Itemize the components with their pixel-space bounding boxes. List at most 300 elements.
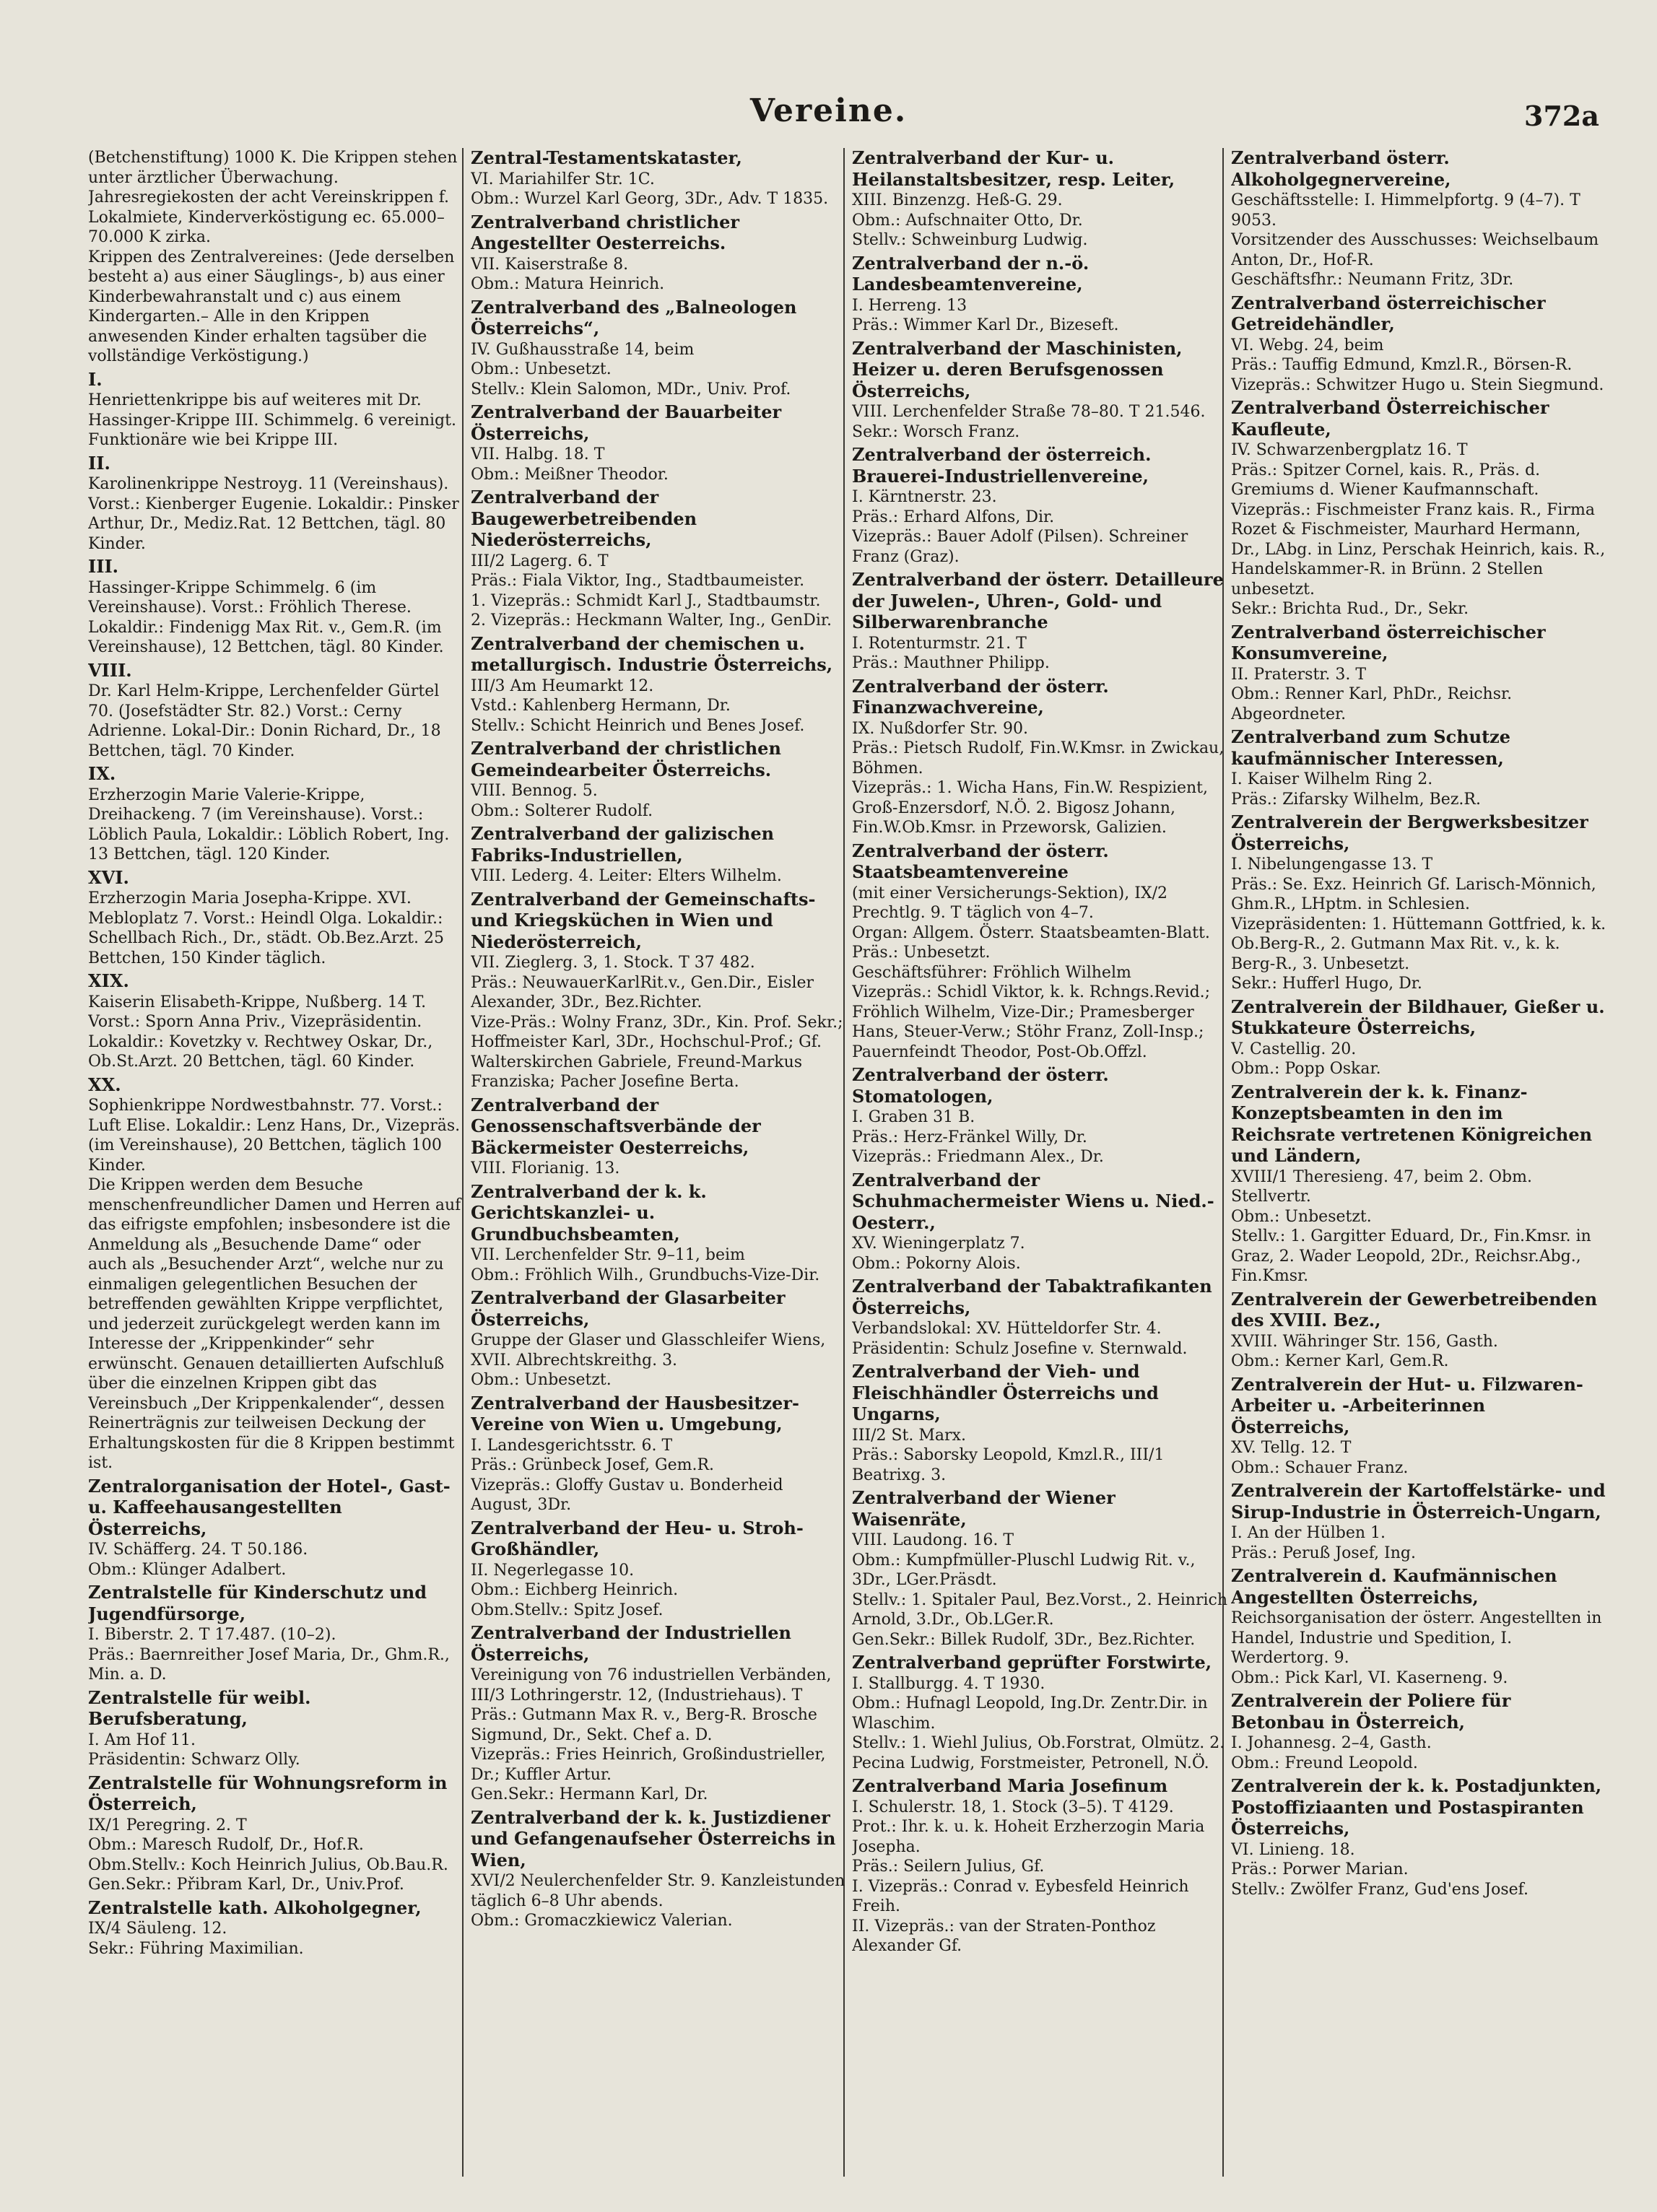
entry-name: II. xyxy=(88,452,110,474)
directory-entry xyxy=(88,1688,464,1770)
entry-name: Zentralverband der österr. Finanzwachvereine, xyxy=(852,675,1109,718)
entry-line: Obm.: Meißner Theodor. xyxy=(471,465,669,484)
entry-details xyxy=(471,1331,846,1390)
directory-entry xyxy=(852,148,1227,251)
entry-details xyxy=(1231,1608,1606,1688)
entry-name: Zentralverband Maria Josefinum xyxy=(852,1775,1168,1796)
entry-line: Obm.: Kerner Karl, Gem.R. xyxy=(1231,1352,1449,1370)
directory-entry xyxy=(88,1582,464,1685)
entry-details xyxy=(852,1530,1227,1650)
directory-entry xyxy=(852,1488,1227,1650)
entry-details xyxy=(852,1426,1227,1486)
entry-details xyxy=(88,1625,464,1685)
entry-name: Zentralverband der Schuhmachermeister Wiens u. Nied.-Oesterr., xyxy=(852,1169,1214,1233)
directory-entry xyxy=(471,824,846,887)
entry-line: I. Graben 31 B. xyxy=(852,1108,975,1126)
entry-line: Stellv.: 1. Gargitter Eduard, Dr., Fin.Kmsr. in Graz, 2. Wader Leopold, 2Dr., Reichsr.Abg., Fin.Kmsr. xyxy=(1231,1227,1591,1285)
entry-name: Zentralverband der chemischen u. metallurgisch. Industrie Österreichs, xyxy=(471,632,833,675)
entry-line: Obm.Stellv.: Spitz Josef. xyxy=(471,1601,664,1619)
directory-entry xyxy=(852,445,1227,567)
entry-line: Vorsitzender des Ausschusses: Weichselbaum Anton, Dr., Hof-R. xyxy=(1231,231,1599,269)
entry-name: Zentralverband zum Schutze kaufmännischer Interessen, xyxy=(1231,726,1511,769)
entry-line: Präs.: Zifarsky Wilhelm, Bez.R. xyxy=(1231,790,1481,809)
entry-name: Zentralverband der Wiener Waisenräte, xyxy=(852,1487,1115,1530)
entry-name: Zentralverband Österreichischer Kaufleute, xyxy=(1231,397,1549,440)
entry-details xyxy=(471,953,846,1092)
entry-line: Prot.: Ihr. k. u. k. Hoheit Erzherzogin Maria Josepha. xyxy=(852,1818,1205,1856)
entry-line: Präs.: Se. Exz. Heinrich Gf. Larisch-Mönnich, Ghm.R., LHptm. in Schlesien. xyxy=(1231,875,1596,913)
entry-line: I. Johannesg. 2–4, Gasth. xyxy=(1231,1734,1432,1752)
directory-entry xyxy=(1231,398,1606,619)
entry-name: Zentralverein der Bergwerksbesitzer Österreichs, xyxy=(1231,811,1588,854)
entry-name: I. xyxy=(88,368,103,390)
entry-name: XIX. xyxy=(88,970,129,991)
entry-line: Geschäftsführer: Fröhlich Wilhelm xyxy=(852,963,1131,982)
entry-name: Zentralverein der k. k. Postadjunkten, Postoffiziaanten und Postaspiranten Österreichs, xyxy=(1231,1775,1602,1839)
directory-entry xyxy=(471,1623,846,1805)
entry-details xyxy=(88,785,464,865)
directory-entry xyxy=(1231,1776,1606,1899)
entry-line: Stellv.: 1. Wiehl Julius, Ob.Forstrat, Olmütz. 2. Pecina Ludwig, Forstmeister, Petronell, N.Ö. xyxy=(852,1734,1225,1772)
directory-entry xyxy=(1231,1691,1606,1773)
directory-entry xyxy=(852,253,1227,336)
entry-line: Obm.: Pick Karl, VI. Kaserneng. 9. xyxy=(1231,1668,1508,1687)
directory-entry xyxy=(88,370,464,450)
page-number: 372a xyxy=(1524,100,1599,132)
directory-entry xyxy=(1231,148,1606,290)
directory-entry xyxy=(852,339,1227,443)
entry-name: Zentralverband der Heu- u. Stroh-Großhändler, xyxy=(471,1517,804,1559)
entry-details xyxy=(852,884,1227,1063)
entry-line: Stellv.: Klein Salomon, MDr., Univ. Prof. xyxy=(471,380,791,399)
entry-line: Reichsorganisation der österr. Angestellten in Handel, Industrie und Spedition, I. Werdertorg. 9. xyxy=(1231,1609,1602,1667)
directory-entry xyxy=(1231,727,1606,809)
entry-name: Zentralverband der österr. Stomatologen, xyxy=(852,1064,1109,1107)
entry-line: Vizepräs.: Schwitzer Hugo u. Stein Siegmund. xyxy=(1231,375,1604,394)
entry-line: Gen.Sekr.: Hermann Karl, Dr. xyxy=(471,1785,708,1803)
text-column-1 xyxy=(88,148,464,2184)
entry-name: Zentralverein der k. k. Finanz-Konzeptsbeamten in den im Reichsrate vertretenen Königreichen und Ländern, xyxy=(1231,1081,1593,1166)
entry-line: Präsidentin: Schulz Josefine v. Sternwald. xyxy=(852,1339,1188,1358)
directory-entry xyxy=(471,889,846,1092)
entry-details xyxy=(852,487,1227,567)
entry-line: Erzherzogin Marie Valerie-Krippe, Dreihackeng. 7 (im Vereinshause). Vorst.: Löblich Paula, Lokaldir.: Löblich Robert, Ing. 13 Bettchen, tägl. 120 Kinder. xyxy=(88,785,450,863)
directory-entry xyxy=(471,297,846,400)
entry-line: Obm.: Aufschnaiter Otto, Dr. xyxy=(852,211,1083,230)
entry-details xyxy=(88,1540,464,1580)
entry-details xyxy=(471,1871,846,1931)
entry-details xyxy=(1231,440,1606,619)
entry-details xyxy=(852,191,1227,251)
entry-name: Zentralverein der Gewerbetreibenden des XVIII. Bez., xyxy=(1231,1288,1598,1331)
entry-name: Zentralverein der Bildhauer, Gießer u. Stukkateure Österreichs, xyxy=(1231,996,1605,1038)
entry-details xyxy=(88,148,464,367)
entry-line: Präsidentin: Schwarz Olly. xyxy=(88,1751,300,1769)
entry-name: Zentralstelle für weibl. Berufsberatung, xyxy=(88,1686,311,1729)
entry-details xyxy=(471,255,846,295)
entry-name: Zentralverband österreichischer Getreidehändler, xyxy=(1231,292,1546,334)
directory-entry xyxy=(88,1476,464,1580)
entry-line: Obm.: Freund Leopold. xyxy=(1231,1754,1418,1772)
entry-name: Zentralverband der Maschinisten, Heizer u. deren Berufsgenossen Österreichs, xyxy=(852,337,1183,401)
entry-details xyxy=(1231,1840,1606,1900)
entry-details xyxy=(471,1245,846,1285)
entry-line: Vizepräs.: Fries Heinrich, Großindustrieller, Dr.; Kuffler Artur. xyxy=(471,1746,826,1784)
entry-name: XX. xyxy=(88,1074,121,1095)
entry-details xyxy=(471,1436,846,1515)
entry-line: IX/1 Peregring. 2. T xyxy=(88,1816,247,1834)
entry-line: Präs.: Grünbeck Josef, Gem.R. xyxy=(471,1456,715,1474)
entry-line: II. Vizepräs.: van der Straten-Ponthoz Alexander Gf. xyxy=(852,1917,1156,1955)
entry-line: IV. Gußhausstraße 14, beim xyxy=(471,340,695,359)
directory-entry xyxy=(852,841,1227,1063)
directory-entry xyxy=(88,971,464,1072)
directory-entry xyxy=(88,1898,464,1959)
entry-line: Präs.: Wimmer Karl Dr., Bizeseft. xyxy=(852,316,1119,334)
entry-line: VII. Zieglerg. 3, 1. Stock. T 37 482. xyxy=(471,954,755,972)
entry-line: Hassinger-Krippe Schimmelg. 6 (im Vereinshause). Vorst.: Fröhlich Therese. Lokaldir.: Findenigg Max Rit. v., Gem.R. (im Vereinshause), 12 Bettchen, tägl. 80 Kinder. xyxy=(88,578,444,656)
entry-details xyxy=(88,1919,464,1959)
entry-name: Zentralverband österreichischer Konsumvereine, xyxy=(1231,621,1546,663)
entry-line: Obm.: Maresch Rudolf, Dr., Hof.R. xyxy=(88,1836,364,1854)
entry-line: Obm.: Kumpfmüller-Pluschl Ludwig Rit. v., 3Dr., LGer.Präsdt. xyxy=(852,1551,1196,1589)
entry-line: III/2 St. Marx. xyxy=(852,1426,966,1445)
entry-details xyxy=(1231,1733,1606,1773)
directory-entry xyxy=(471,1288,846,1390)
entry-line: VIII. Laudong. 16. T xyxy=(852,1531,1014,1549)
entry-line: Krippen des Zentralvereines: (Jede derselben besteht a) aus einer Säuglings-, b) aus einer Kinderbewahranstalt und c) aus einem Kindergarten.– Alle in den Krippen anwesenden Kinder erhalten tagsüber die vollständige Verköstigung.) xyxy=(88,248,455,365)
directory-entry xyxy=(471,634,846,736)
entry-line: I. Kaiser Wilhelm Ring 2. xyxy=(1231,770,1433,788)
entry-name: Zentralverband der österr. Detailleure der Juwelen-, Uhren-, Gold- und Silberwarenbranche xyxy=(852,569,1224,632)
entry-line: Geschäftsstelle: I. Himmelpfortg. 9 (4–7). T 9053. xyxy=(1231,191,1580,230)
entry-details xyxy=(1231,1332,1606,1372)
entry-details xyxy=(1231,665,1606,725)
entry-details xyxy=(471,1561,846,1621)
entry-line: Obm.: Pokorny Alois. xyxy=(852,1254,1021,1273)
entry-line: VI. Mariahilfer Str. 1C. xyxy=(471,170,655,188)
entry-line: VI. Linieng. 18. xyxy=(1231,1840,1355,1859)
entry-details xyxy=(852,1107,1227,1167)
text-column-3 xyxy=(852,148,1227,2184)
entry-line: Obm.: Wurzel Karl Georg, 3Dr., Adv. T 1835. xyxy=(471,190,829,208)
entry-details xyxy=(471,676,846,736)
entry-line: III/2 Lagerg. 6. T xyxy=(471,552,609,570)
directory-entry xyxy=(471,1182,846,1286)
directory-entry xyxy=(852,1276,1227,1359)
entry-line: Sekr.: Worsch Franz. xyxy=(852,422,1020,441)
directory-entry xyxy=(471,1808,846,1931)
directory-entry xyxy=(1231,1082,1606,1286)
entry-line: Präs.: Porwer Marian. xyxy=(1231,1860,1409,1878)
entry-line: Obm.: Unbesetzt. xyxy=(1231,1207,1372,1226)
entry-name: Zentralverein der Poliere für Betonbau in Österreich, xyxy=(1231,1690,1511,1733)
entry-details xyxy=(1231,770,1606,809)
directory-entry xyxy=(88,868,464,969)
entry-name: Zentralverband der Gemeinschafts- und Kriegsküchen in Wien und Niederösterreich, xyxy=(471,888,816,952)
directory-entry xyxy=(1231,1566,1606,1688)
entry-line: Obm.: Fröhlich Wilh., Grundbuchs-Vize-Dir. xyxy=(471,1266,820,1284)
entry-line: Obm.: Klünger Adalbert. xyxy=(88,1560,287,1579)
entry-name: Zentralverband geprüfter Forstwirte, xyxy=(852,1652,1212,1673)
entry-line: Vizepräs.: Schidl Viktor, k. k. Rchngs.Revid.; Fröhlich Wilhelm, Vize-Dir.; Pramesberger Hans, Steuer-Verw.; Stöhr Franz, Zoll-Insp.; Pauernfeindt Theodor, Post-Ob.Offzl. xyxy=(852,983,1211,1061)
entry-line: Stellv.: 1. Spitaler Paul, Bez.Vorst., 2. Heinrich Arnold, 3.Dr., Ob.LGer.R. xyxy=(852,1590,1227,1629)
entry-name: Zentralverein d. Kaufmännischen Angestellten Österreichs, xyxy=(1231,1565,1557,1608)
entry-line: IV. Schwarzenbergplatz 16. T xyxy=(1231,441,1468,459)
entry-details xyxy=(1231,336,1606,396)
entry-line: VII. Halbg. 18. T xyxy=(471,445,605,463)
entry-line: Vizepräs.: Friedmann Alex., Dr. xyxy=(852,1148,1104,1166)
page-title: Vereine. xyxy=(749,92,908,129)
entry-details xyxy=(471,1665,846,1805)
entry-line: 2. Vizepräs.: Heckmann Walter, Ing., GenDir. xyxy=(471,611,832,630)
entry-line: I. Stallburgg. 4. T 1930. xyxy=(852,1674,1045,1693)
directory-entry xyxy=(852,1170,1227,1274)
entry-line: Sekr.: Hufferl Hugo, Dr. xyxy=(1231,975,1422,993)
entry-details xyxy=(88,391,464,450)
entry-details xyxy=(471,340,846,400)
entry-details xyxy=(88,993,464,1072)
directory-entry xyxy=(1231,293,1606,396)
entry-details xyxy=(88,474,464,554)
directory-entry xyxy=(471,1393,846,1515)
entry-line: Vizepräsidenten: 1. Hüttemann Gottfried, k. k. Ob.Berg-R., 2. Gutmann Max Rit. v., k. k. Berg-R., 3. Unbesetzt. xyxy=(1231,915,1606,973)
entry-name: Zentralverband der christlichen Gemeindearbeiter Österreichs. xyxy=(471,738,781,780)
directory-entry xyxy=(88,557,464,658)
entry-line: Dr. Karl Helm-Krippe, Lerchenfelder Gürtel 70. (Josefstädter Str. 82.) Vorst.: Cerny Adrienne. Lokal-Dir.: Donin Richard, Dr., 18 Bettchen, tägl. 70 Kinder. xyxy=(88,682,441,760)
entry-line: IX/4 Säuleng. 12. xyxy=(88,1920,227,1938)
entry-details xyxy=(852,719,1227,838)
entry-name: Zentralstelle für Wohnungsreform in Österreich, xyxy=(88,1772,448,1814)
entry-line: Vize-Präs.: Wolny Franz, 3Dr., Kin. Prof. Sekr.; Hoffmeister Karl, 3Dr., Hochschul-Prof.; Gf. Walterskirchen Gabriele, Freund-Markus Franziska; Pacher Josefine Berta. xyxy=(471,1013,843,1091)
entry-name: Zentralstelle für Kinderschutz und Jugendfürsorge, xyxy=(88,1582,427,1624)
entry-details xyxy=(852,634,1227,674)
entry-line: IV. Schäfferg. 24. T 50.186. xyxy=(88,1541,308,1559)
entry-name: Zentralverband der Kur- u. Heilanstaltsbesitzer, resp. Leiter, xyxy=(852,148,1175,190)
entry-name: Zentralverband der k. k. Justizdiener und Gefangenaufseher Österreichs in Wien, xyxy=(471,1806,836,1871)
entry-details xyxy=(1231,855,1606,994)
entry-line: IX. Nußdorfer Str. 90. xyxy=(852,719,1028,738)
entry-line: Sophienkrippe Nordwestbahnstr. 77. Vorst.: Luft Elise. Lokaldir.: Lenz Hans, Dr., Vizepräs. (im Vereinshause), 20 Bettchen, täglich 100 Kinder. xyxy=(88,1097,461,1175)
entry-line: XVIII. Währinger Str. 156, Gasth. xyxy=(1231,1332,1498,1351)
entry-name: Zentralverband der österreich. Brauerei-Industriellenvereine, xyxy=(852,444,1152,487)
entry-line: VIII. Bennog. 5. xyxy=(471,782,598,800)
text-column-4 xyxy=(1231,148,1606,2184)
entry-line: VIII. Lerchenfelder Straße 78–80. T 21.546. xyxy=(852,403,1206,421)
entry-line: VI. Webg. 24, beim xyxy=(1231,336,1384,354)
entry-line: Präs.: Spitzer Cornel, kais. R., Präs. d. Gremiums d. Wiener Kaufmannschaft. xyxy=(1231,461,1541,499)
entry-line: Stellv.: Schweinburg Ludwig. xyxy=(852,231,1088,249)
entry-line: Karolinenkrippe Nestroyg. 11 (Vereinshaus). Vorst.: Kienberger Eugenie. Lokaldir.: Pinsker Arthur, Dr., Mediz.Rat. 12 Bettchen, tägl. 80 Kinder. xyxy=(88,475,459,553)
entry-line: XV. Tellg. 12. T xyxy=(1231,1439,1352,1457)
entry-details xyxy=(471,781,846,821)
entry-name: XVI. xyxy=(88,866,129,888)
entry-details xyxy=(1231,1040,1606,1079)
directory-entry xyxy=(852,1065,1227,1167)
entry-line: Präs.: Seilern Julius, Gf. xyxy=(852,1858,1045,1876)
entry-line: Präs.: Gutmann Max R. v., Berg-R. Brosche Sigmund, Dr., Sekt. Chef a. D. xyxy=(471,1706,817,1744)
entry-name: Zentralverband der Baugewerbetreibenden Niederösterreichs, xyxy=(471,487,697,550)
entry-line: Vizepräs.: Fischmeister Franz kais. R., Firma Rozet & Fischmeister, Maurhard Hermann, Dr., LAbg. in Linz, Perschak Heinrich, kais. R., Handelskammer-R. in Brünn. 2 Stellen unbesetzt. xyxy=(1231,500,1606,598)
entry-name: Zentralstelle kath. Alkoholgegner, xyxy=(88,1897,422,1918)
entry-name: Zentralverein der Hut- u. Filzwaren-Arbeiter u. -Arbeiterinnen Österreichs, xyxy=(1231,1373,1583,1437)
directory-entry xyxy=(88,1075,464,1473)
entry-line: II. Negerlegasse 10. xyxy=(471,1561,635,1580)
directory-entry xyxy=(471,148,846,209)
entry-name: Zentralverband der n.-ö. Landesbeamtenvereine, xyxy=(852,252,1090,295)
entry-line: Die Krippen werden dem Besuche menschenfreundlicher Damen und Herren auf das eifrigste empfohlen; insbesondere ist die Anmeldung als „Besuchende Dame“ oder auch als „Besuchender Arzt“, welche nur zu einmaligen gelegentlichen Besuchen der betreffenden gewählten Krippe verpflichtet, und jederzeit zurückgelegt werden kann im Interesse der „Krippenkinder“ sehr erwünscht. Genauen detaillierten Aufschluß über die einzelnen Krippen gibt das Vereinsbuch „Der Krippenkalender“, dessen Reinerträgnis zur teilweisen Deckung der Erhaltungskosten für die 8 Krippen bestimmt ist. xyxy=(88,1176,461,1472)
entry-line: Präs.: Baernreither Josef Maria, Dr., Ghm.R., Min. a. D. xyxy=(88,1645,450,1684)
entry-line: Erzherzogin Maria Josepha-Krippe. XVI. Mebloplatz 7. Vorst.: Heindl Olga. Lokaldir.: Schellbach Rich., Dr., städt. Ob.Bez.Arzt. 25 Bettchen, 150 Kinder täglich. xyxy=(88,889,444,967)
entry-line: I. Biberstr. 2. T 17.487. (10–2). xyxy=(88,1626,336,1644)
entry-details xyxy=(1231,191,1606,290)
directory-entry xyxy=(88,764,464,865)
entry-line: VIII. Florianig. 13. xyxy=(471,1159,620,1177)
entry-name: Zentralverband der Glasarbeiter Österreichs, xyxy=(471,1287,786,1330)
entry-line: Stellv.: Schicht Heinrich und Benes Josef. xyxy=(471,716,805,735)
directory-entry xyxy=(471,1518,846,1621)
directory-entry xyxy=(1231,1481,1606,1563)
entry-details xyxy=(88,578,464,658)
entry-line: Gen.Sekr.: Billek Rudolf, 3Dr., Bez.Richter. xyxy=(852,1630,1196,1649)
entry-line: (mit einer Versicherungs-Sektion), IX/2 Prechtlg. 9. T täglich von 4–7. xyxy=(852,884,1168,922)
entry-name: Zentralverband österr. Alkoholgegnervereine, xyxy=(1231,148,1451,190)
directory-entry xyxy=(471,487,846,631)
directory-entry xyxy=(471,212,846,295)
entry-line: Gruppe der Glaser und Glasschleifer Wiens, XVII. Albrechtskreithg. 3. xyxy=(471,1331,826,1370)
directory-entry xyxy=(88,1773,464,1895)
entry-details xyxy=(471,445,846,484)
entry-line: Präs.: Fiala Viktor, Ing., Stadtbaumeister. xyxy=(471,572,805,590)
entry-name: Zentralverband der galizischen Fabriks-Industriellen, xyxy=(471,823,775,866)
entry-line: Präs.: Peruß Josef, Ing. xyxy=(1231,1543,1416,1562)
entry-details xyxy=(852,1319,1227,1359)
entry-line: 1. Vizepräs.: Schmidt Karl J., Stadtbaumstr. xyxy=(471,591,821,610)
entry-name: Zentral-Testamentskataster, xyxy=(471,148,742,168)
directory-entry xyxy=(471,402,846,484)
entry-line: VII. Lerchenfelder Str. 9–11, beim xyxy=(471,1246,745,1264)
entry-details xyxy=(88,889,464,968)
entry-line: Präs.: Tauffig Edmund, Kmzl.R., Börsen-R. xyxy=(1231,356,1573,374)
entry-line: Vizepräs.: Bauer Adolf (Pilsen). Schreiner Franz (Graz). xyxy=(852,528,1188,566)
entry-name: Zentralverband der Hausbesitzer-Vereine von Wien u. Umgebung, xyxy=(471,1392,799,1434)
entry-details xyxy=(88,1096,464,1473)
entry-line: XV. Wieningerplatz 7. xyxy=(852,1235,1025,1253)
entry-details xyxy=(852,402,1227,442)
entry-name: III. xyxy=(88,556,119,577)
entry-line: Geschäftsfhr.: Neumann Fritz, 3Dr. xyxy=(1231,271,1514,289)
entry-details xyxy=(471,552,846,631)
entry-details xyxy=(852,1234,1227,1273)
entry-line: Vizepräs.: Gloffy Gustav u. Bonderheid August, 3Dr. xyxy=(471,1476,783,1514)
entry-line: Obm.: Gromaczkiewicz Valerian. xyxy=(471,1912,733,1930)
entry-line: (Betchenstiftung) 1000 K. Die Krippen stehen unter ärztlicher Überwachung. Jahresregiekosten der acht Vereinskrippen f. Lokalmiete, Kinderverköstigung ec. 65.000–70.000 K zirka. xyxy=(88,149,458,246)
entry-name: Zentralverband der Industriellen Österreichs, xyxy=(471,1622,791,1665)
entry-line: Obm.: Schauer Franz. xyxy=(1231,1458,1409,1477)
directory-entry xyxy=(852,676,1227,838)
entry-line: III/3 Am Heumarkt 12. xyxy=(471,676,654,695)
entry-line: Organ: Allgem. Österr. Staatsbeamten-Blatt. xyxy=(852,923,1210,942)
entry-line: Verbandslokal: XV. Hütteldorfer Str. 4. xyxy=(852,1320,1162,1338)
entry-line: I. Am Hof 11. xyxy=(88,1730,196,1749)
entry-name: Zentralverband der österr. Staatsbeamtenvereine xyxy=(852,840,1109,882)
directory-entry xyxy=(1231,1375,1606,1479)
directory-entry xyxy=(88,148,464,367)
entry-details xyxy=(471,1159,846,1179)
entry-details xyxy=(852,1798,1227,1956)
entry-line: Obm.Stellv.: Koch Heinrich Julius, Ob.Bau.R. xyxy=(88,1855,448,1874)
entry-line: Sekr.: Führing Maximilian. xyxy=(88,1939,304,1958)
entry-name: Zentralorganisation der Hotel-, Gast- u. Kaffeehausangestellten Österreichs, xyxy=(88,1475,451,1539)
entry-line: Obm.: Renner Karl, PhDr., Reichsr. Abgeordneter. xyxy=(1231,685,1513,723)
entry-name: Zentralverband christlicher Angestellter Oesterreichs. xyxy=(471,211,740,253)
entry-name: Zentralverband der Tabaktrafikanten Österreichs, xyxy=(852,1276,1212,1318)
entry-line: Vizepräs.: 1. Wicha Hans, Fin.W. Respizient, Groß-Enzersdorf, N.Ö. 2. Bigosz Johann, Fin.W.Ob.Kmsr. in Przeworsk, Galizien. xyxy=(852,779,1209,837)
entry-details xyxy=(1231,1523,1606,1563)
directory-entry xyxy=(1231,1289,1606,1372)
entry-line: XVI/2 Neulerchenfelder Str. 9. Kanzleistunden täglich 6–8 Uhr abends. xyxy=(471,1872,845,1910)
directory-entry xyxy=(1231,812,1606,994)
entry-line: XIII. Binzenzg. Heß-G. 29. xyxy=(852,191,1063,209)
directory-entry xyxy=(852,1362,1227,1485)
entry-name: Zentralverband des „Balneologen Österreichs“, xyxy=(471,296,797,339)
entry-line: I. Rotenturmstr. 21. T xyxy=(852,634,1027,653)
directory-entry xyxy=(88,453,464,554)
entry-line: Obm.: Hufnagl Leopold, Ing.Dr. Zentr.Dir. in Wlaschim. xyxy=(852,1694,1208,1733)
entry-name: Zentralverband der Vieh- und Fleischhändler Österreichs und Ungarns, xyxy=(852,1361,1159,1424)
entry-line: Sekr.: Brichta Rud., Dr., Sekr. xyxy=(1231,600,1469,618)
entry-details xyxy=(471,170,846,209)
entry-line: Obm.: Popp Oskar. xyxy=(1231,1060,1381,1078)
entry-line: Präs.: Herz-Fränkel Willy, Dr. xyxy=(852,1128,1087,1146)
entry-line: Obm.: Unbesetzt. xyxy=(471,1371,612,1389)
entry-line: Stellv.: Zwölfer Franz, Gud'ens Josef. xyxy=(1231,1880,1529,1899)
directory-entry xyxy=(852,1653,1227,1773)
entry-line: Kaiserin Elisabeth-Krippe, Nußberg. 14 T. Vorst.: Sporn Anna Priv., Vizepräsidentin. Lokaldir.: Kovetzky v. Rechtwey Oskar, Dr., Ob.St.Arzt. 20 Bettchen, tägl. 60 Kinder. xyxy=(88,993,433,1071)
entry-line: I. Kärntnerstr. 23. xyxy=(852,488,997,506)
entry-line: I. Vizepräs.: Conrad v. Eybesfeld Heinrich Freih. xyxy=(852,1877,1189,1915)
entry-details xyxy=(1231,1438,1606,1478)
entry-details xyxy=(1231,1167,1606,1286)
directory-entry xyxy=(1231,997,1606,1079)
entry-line: II. Praterstr. 3. T xyxy=(1231,665,1367,684)
directory-entry xyxy=(471,1095,846,1179)
entry-name: Zentralverein der Kartoffelstärke- und Sirup-Industrie in Österreich-Ungarn, xyxy=(1231,1480,1606,1523)
entry-line: Vstd.: Kahlenberg Hermann, Dr. xyxy=(471,697,731,715)
entry-line: Präs.: NeuwauerKarlRit.v., Gen.Dir., Eisler Alexander, 3Dr., Bez.Richter. xyxy=(471,973,814,1011)
entry-name: VIII. xyxy=(88,659,132,681)
entry-line: Vereinigung von 76 industriellen Verbänden, III/3 Lothringerstr. 12, (Industriehaus). T xyxy=(471,1666,832,1704)
entry-line: XVIII/1 Theresieng. 47, beim 2. Obm. Stellvertr. xyxy=(1231,1167,1532,1206)
entry-line: Präs.: Pietsch Rudolf, Fin.W.Kmsr. in Zwickau, Böhmen. xyxy=(852,739,1225,778)
entry-line: I. Schulerstr. 18, 1. Stock (3–5). T 4129. xyxy=(852,1798,1174,1816)
directory-entry xyxy=(852,1776,1227,1956)
entry-line: I. Nibelungengasse 13. T xyxy=(1231,855,1433,874)
entry-details xyxy=(88,1730,464,1770)
entry-line: Präs.: Unbesetzt. xyxy=(852,944,991,962)
entry-line: I. Landesgerichtsstr. 6. T xyxy=(471,1436,673,1455)
entry-line: Obm.: Unbesetzt. xyxy=(471,360,612,378)
entry-details xyxy=(88,1816,464,1895)
entry-name: Zentralverband der Genossenschaftsverbände der Bäckermeister Oesterreichs, xyxy=(471,1094,761,1158)
entry-name: IX. xyxy=(88,763,116,784)
entry-details xyxy=(471,866,846,887)
entry-details xyxy=(852,1674,1227,1774)
directory-entry xyxy=(88,661,464,762)
entry-details xyxy=(88,682,464,761)
text-column-2 xyxy=(471,148,846,2184)
directory-entry xyxy=(1231,622,1606,725)
